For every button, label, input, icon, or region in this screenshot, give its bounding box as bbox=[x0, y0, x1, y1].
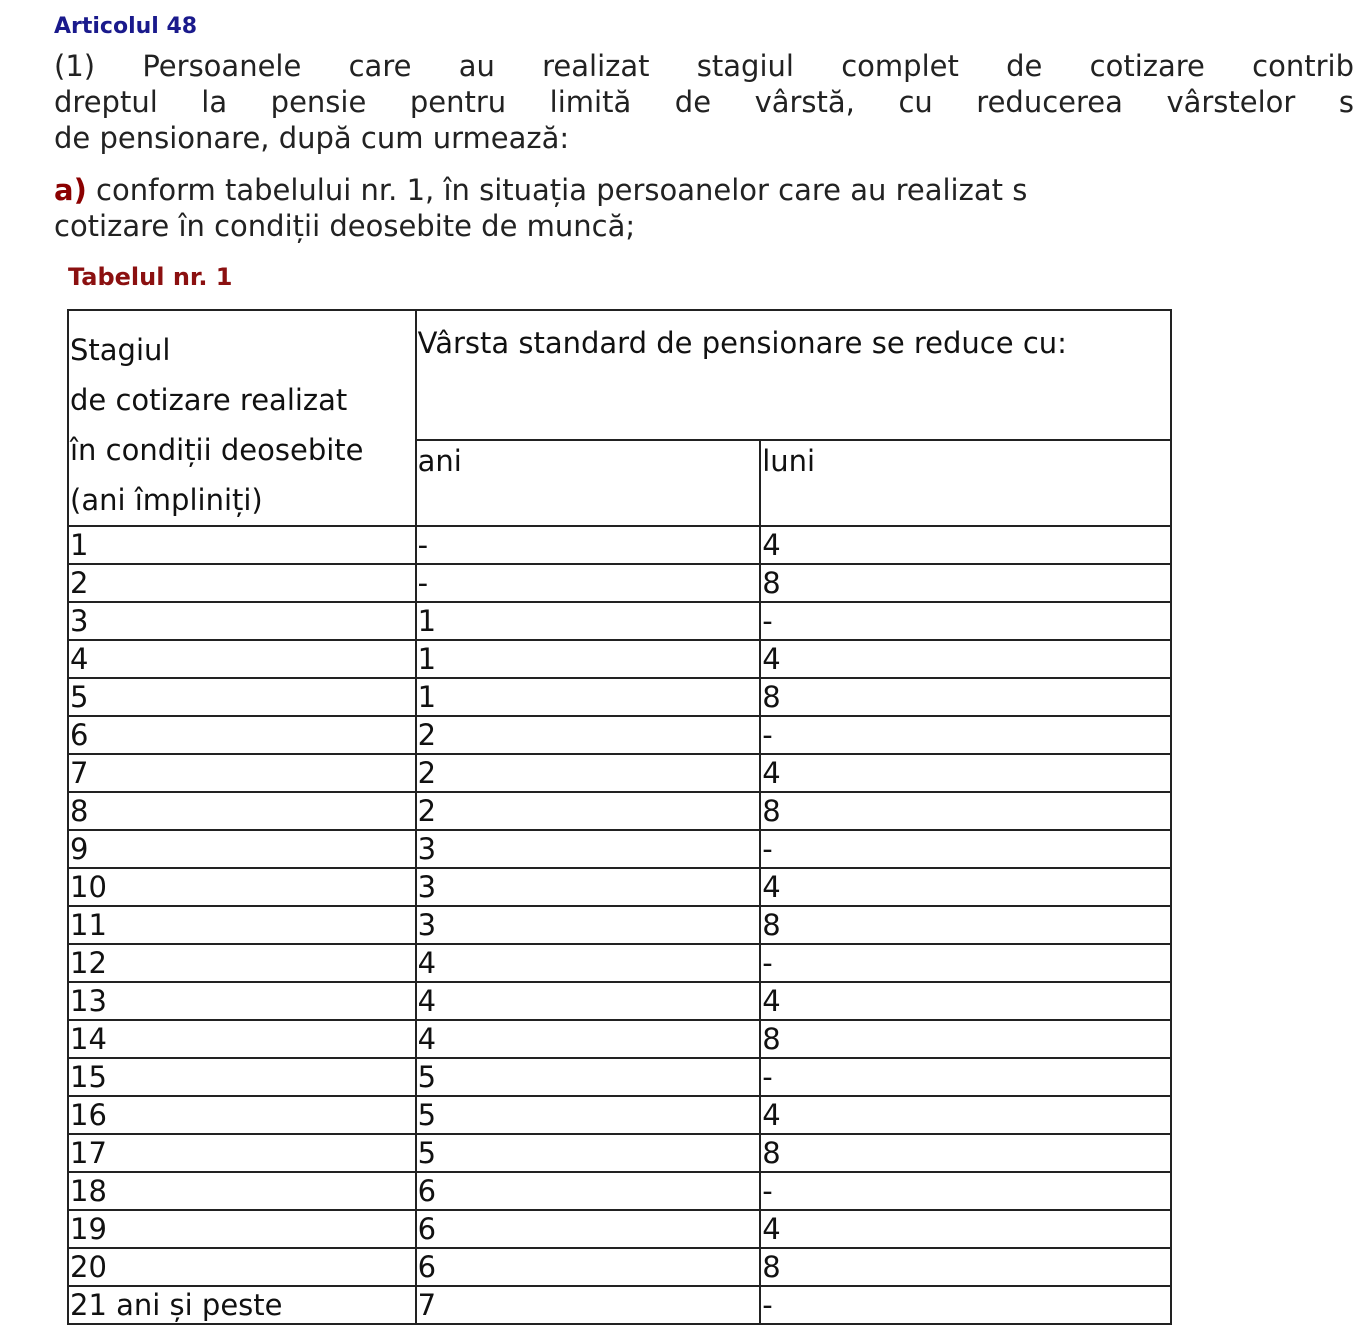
cell-stagiu: 13 bbox=[68, 982, 416, 1020]
table-row bbox=[68, 906, 1171, 944]
cell-stagiu: 1 bbox=[68, 526, 416, 564]
paragraph-1 bbox=[54, 48, 1354, 156]
cell-luni: - bbox=[760, 830, 1171, 868]
header-luni: luni bbox=[760, 440, 1171, 526]
table-row bbox=[68, 944, 1171, 982]
table-row bbox=[68, 602, 1171, 640]
cell-ani: 1 bbox=[416, 640, 761, 678]
paragraph-a-line: cotizare în condiții deosebite de muncă; bbox=[54, 209, 636, 243]
paragraph-a-text: conform tabelului nr. 1, în situația persoanelor care au realizat s bbox=[86, 173, 1028, 207]
cell-luni: 8 bbox=[760, 678, 1171, 716]
cell-ani: 4 bbox=[416, 982, 761, 1020]
table-row bbox=[68, 1248, 1171, 1286]
cell-ani: 7 bbox=[416, 1286, 761, 1324]
header-ani: ani bbox=[416, 440, 761, 526]
cell-stagiu: 19 bbox=[68, 1210, 416, 1248]
cell-stagiu: 7 bbox=[68, 754, 416, 792]
paragraph-1-line: dreptul la pensie pentru limită de vârstă, cu reducerea vârstelor s bbox=[54, 85, 1354, 119]
cell-luni: 8 bbox=[760, 564, 1171, 602]
cell-stagiu: 6 bbox=[68, 716, 416, 754]
cell-luni: - bbox=[760, 1172, 1171, 1210]
cell-stagiu: 4 bbox=[68, 640, 416, 678]
table-header-row bbox=[68, 310, 1171, 440]
cell-stagiu: 5 bbox=[68, 678, 416, 716]
header-stagiu-line: de cotizare realizat bbox=[70, 383, 348, 417]
table-row bbox=[68, 868, 1171, 906]
cell-ani: - bbox=[416, 564, 761, 602]
table-row bbox=[68, 526, 1171, 564]
cell-ani: 2 bbox=[416, 792, 761, 830]
paragraph-a-marker: a) bbox=[54, 173, 87, 207]
cell-ani: 5 bbox=[416, 1096, 761, 1134]
cell-stagiu: 17 bbox=[68, 1134, 416, 1172]
table-row bbox=[68, 982, 1171, 1020]
article-title: Articolul 48 bbox=[54, 14, 198, 39]
cell-luni: - bbox=[760, 602, 1171, 640]
cell-ani: - bbox=[416, 526, 761, 564]
table-row bbox=[68, 678, 1171, 716]
cell-stagiu: 20 bbox=[68, 1248, 416, 1286]
cell-ani: 6 bbox=[416, 1210, 761, 1248]
table-row bbox=[68, 1210, 1171, 1248]
cell-luni: 8 bbox=[760, 1020, 1171, 1058]
cell-luni: 8 bbox=[760, 1134, 1171, 1172]
header-stagiu-line: în condiții deosebite bbox=[70, 433, 364, 467]
cell-ani: 3 bbox=[416, 830, 761, 868]
header-stagiu bbox=[68, 310, 416, 526]
cell-stagiu: 3 bbox=[68, 602, 416, 640]
cell-ani: 6 bbox=[416, 1172, 761, 1210]
header-stagiu-line: Stagiul bbox=[70, 333, 171, 367]
cell-ani: 6 bbox=[416, 1248, 761, 1286]
cell-stagiu: 18 bbox=[68, 1172, 416, 1210]
cell-luni: 8 bbox=[760, 1248, 1171, 1286]
cell-stagiu: 14 bbox=[68, 1020, 416, 1058]
cell-luni: 4 bbox=[760, 1096, 1171, 1134]
cell-ani: 2 bbox=[416, 716, 761, 754]
cell-stagiu: 11 bbox=[68, 906, 416, 944]
cell-ani: 1 bbox=[416, 602, 761, 640]
table-row bbox=[68, 754, 1171, 792]
paragraph-a-line bbox=[54, 172, 1354, 208]
table-caption: Tabelul nr. 1 bbox=[68, 263, 233, 291]
table-row bbox=[68, 564, 1171, 602]
table-row bbox=[68, 1134, 1171, 1172]
cell-luni: 4 bbox=[760, 754, 1171, 792]
cell-stagiu: 15 bbox=[68, 1058, 416, 1096]
cell-ani: 5 bbox=[416, 1058, 761, 1096]
header-stagiu-line: (ani împliniți) bbox=[70, 483, 263, 517]
table-row bbox=[68, 716, 1171, 754]
cell-ani: 3 bbox=[416, 906, 761, 944]
cell-stagiu: 12 bbox=[68, 944, 416, 982]
cell-ani: 4 bbox=[416, 944, 761, 982]
table-row bbox=[68, 640, 1171, 678]
cell-luni: - bbox=[760, 944, 1171, 982]
table-row bbox=[68, 1286, 1171, 1324]
table-row bbox=[68, 1096, 1171, 1134]
cell-stagiu: 8 bbox=[68, 792, 416, 830]
cell-luni: - bbox=[760, 1286, 1171, 1324]
header-reduction-group: Vârsta standard de pensionare se reduce cu: bbox=[416, 310, 1171, 440]
cell-luni: - bbox=[760, 716, 1171, 754]
cell-luni: 8 bbox=[760, 906, 1171, 944]
cell-ani: 3 bbox=[416, 868, 761, 906]
cell-stagiu: 10 bbox=[68, 868, 416, 906]
table-row bbox=[68, 792, 1171, 830]
paragraph-1-line: (1) Persoanele care au realizat stagiul complet de cotizare contrib bbox=[54, 49, 1354, 83]
cell-stagiu: 2 bbox=[68, 564, 416, 602]
cell-ani: 1 bbox=[416, 678, 761, 716]
cell-luni: - bbox=[760, 1058, 1171, 1096]
table-row bbox=[68, 830, 1171, 868]
cell-ani: 4 bbox=[416, 1020, 761, 1058]
paragraph-a bbox=[54, 172, 1354, 244]
retirement-reduction-table bbox=[67, 309, 1172, 1325]
paragraph-1-line: de pensionare, după cum urmează: bbox=[54, 121, 570, 155]
cell-luni: 4 bbox=[760, 640, 1171, 678]
cell-stagiu: 16 bbox=[68, 1096, 416, 1134]
cell-luni: 4 bbox=[760, 526, 1171, 564]
cell-luni: 4 bbox=[760, 982, 1171, 1020]
table-row bbox=[68, 1058, 1171, 1096]
cell-ani: 2 bbox=[416, 754, 761, 792]
cell-luni: 8 bbox=[760, 792, 1171, 830]
cell-luni: 4 bbox=[760, 868, 1171, 906]
table-row bbox=[68, 1020, 1171, 1058]
cell-stagiu: 9 bbox=[68, 830, 416, 868]
cell-luni: 4 bbox=[760, 1210, 1171, 1248]
cell-ani: 5 bbox=[416, 1134, 761, 1172]
cell-stagiu: 21 ani și peste bbox=[68, 1286, 416, 1324]
table-row bbox=[68, 1172, 1171, 1210]
